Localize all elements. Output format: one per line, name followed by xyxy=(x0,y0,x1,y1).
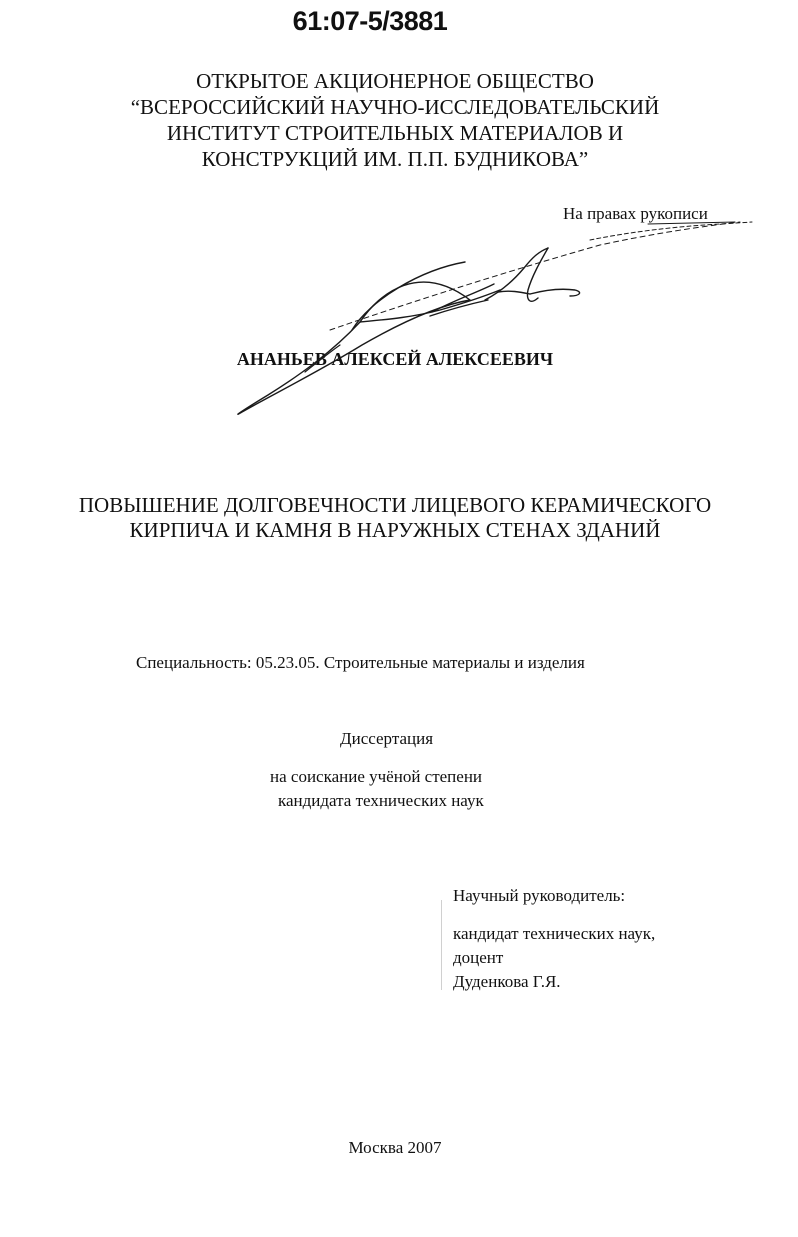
supervisor-heading: Научный руководитель: xyxy=(453,886,626,905)
organization-line: “ВСЕРОССИЙСКИЙ НАУЧНО-ИССЛЕДОВАТЕЛЬСКИЙ xyxy=(130,95,660,119)
title-line: КИРПИЧА И КАМНЯ В НАРУЖНЫХ СТЕНАХ ЗДАНИЙ xyxy=(129,518,661,542)
scan-divider xyxy=(441,900,442,990)
registry-code: 61:07-5/3881 xyxy=(292,6,448,36)
dissertation-label: Диссертация xyxy=(340,729,434,748)
organization-line: ОТКРЫТОЕ АКЦИОНЕРНОЕ ОБЩЕСТВО xyxy=(196,69,594,93)
author-name: АНАНЬЕВ АЛЕКСЕЙ АЛЕКСЕЕВИЧ xyxy=(236,349,554,369)
organization-line: КОНСТРУКЦИЙ ИМ. П.П. БУДНИКОВА” xyxy=(201,147,589,171)
manuscript-note: На правах рукописи xyxy=(563,204,708,223)
title-line: ПОВЫШЕНИЕ ДОЛГОВЕЧНОСТИ ЛИЦЕВОГО КЕРАМИЧЕСКОГО xyxy=(78,493,712,517)
city-year: Москва 2007 xyxy=(348,1138,442,1157)
dissertation-title xyxy=(0,493,790,543)
supervisor-line: кандидат технических наук, xyxy=(453,924,656,943)
degree-info xyxy=(270,765,484,813)
organization-line: ИНСТИТУТ СТРОИТЕЛЬНЫХ МАТЕРИАЛОВ И xyxy=(166,121,624,145)
degree-line: на соискание учёной степени xyxy=(270,767,483,786)
supervisor-name: Дуденкова Г.Я. xyxy=(453,972,561,991)
degree-line: кандидата технических наук xyxy=(278,791,484,810)
supervisor-line: доцент xyxy=(453,948,504,967)
organization-name xyxy=(0,68,790,172)
supervisor-details xyxy=(453,922,655,994)
specialty: Специальность: 05.23.05. Строительные материалы и изделия xyxy=(136,653,585,672)
